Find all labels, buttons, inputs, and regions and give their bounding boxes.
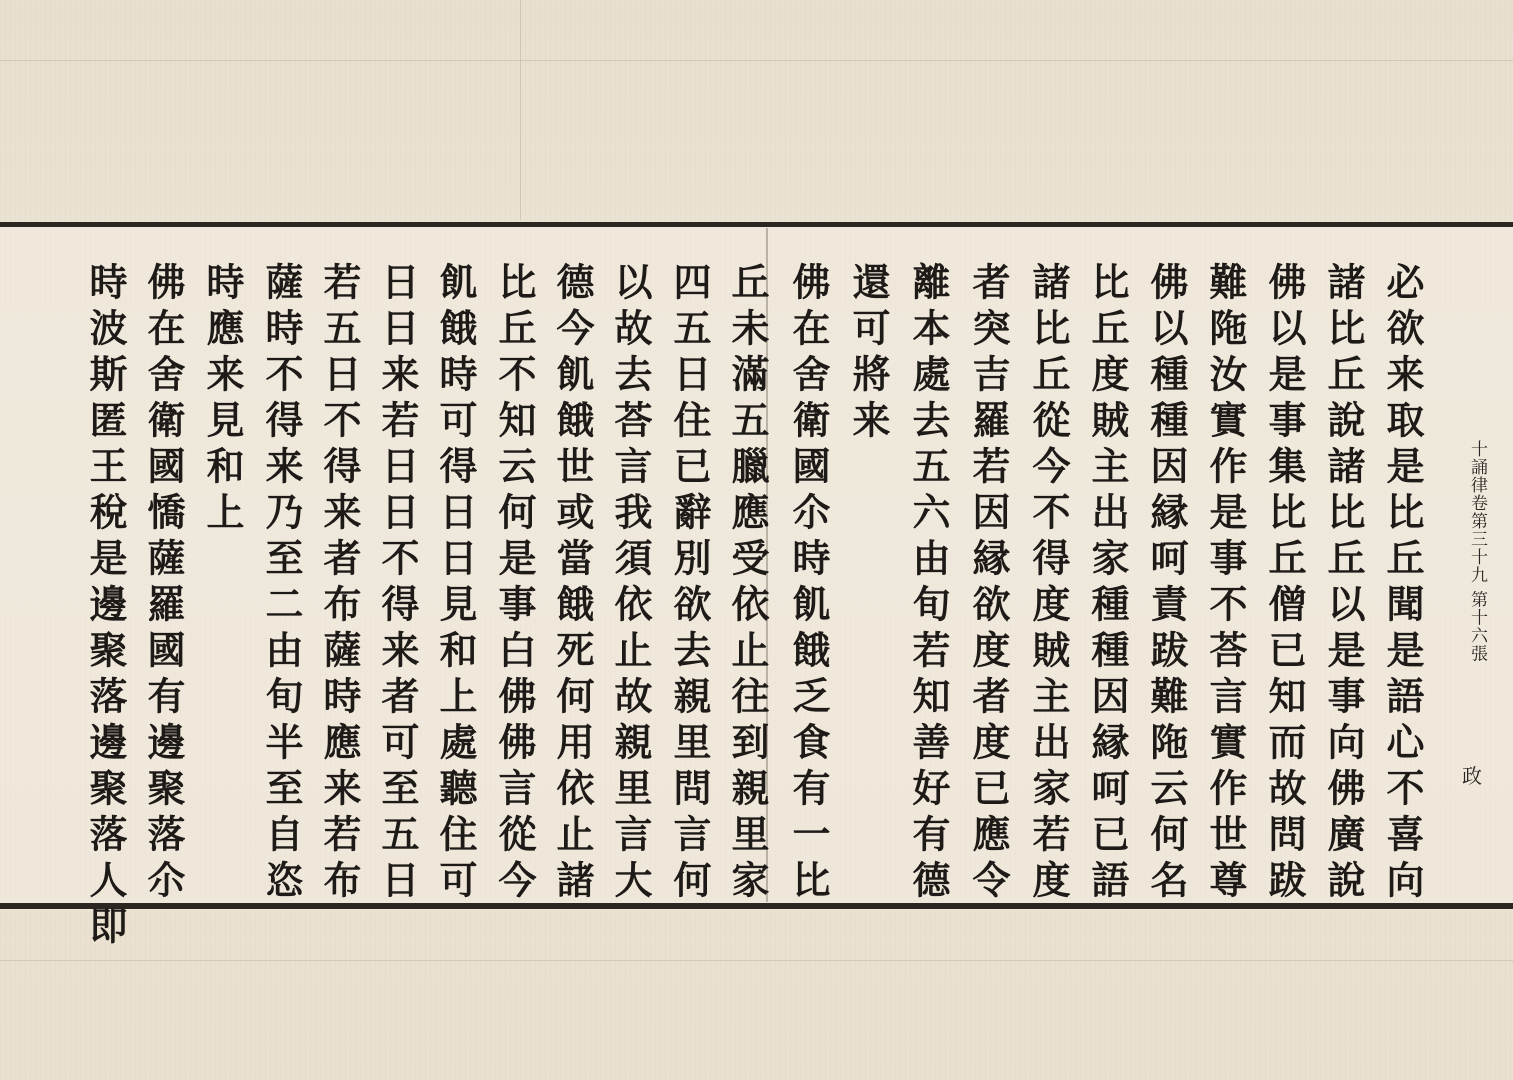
text-column: 若五日不得来者布薩時應来若布: [317, 262, 362, 906]
paper-seam: [520, 0, 521, 220]
text-column: 比丘不知云何是事白佛佛言從今: [492, 262, 537, 906]
text-column: 諸比丘從今不得度賊主出家若度: [1026, 262, 1071, 906]
text-column: 薩時不得来乃至二由旬半至自恣: [259, 262, 304, 906]
text-column: 以故去荅言我須依止故親里言大: [608, 262, 653, 906]
paper-seam: [0, 60, 1513, 61]
text-column: 日日来若日日不得来者可至五日: [375, 262, 420, 906]
text-column: 飢餓時可得日日見和上處聽住可: [433, 262, 478, 906]
text-column: 佛以種種因縁呵責跋難陁云何名: [1144, 262, 1189, 906]
text-column: 德今飢餓世或當餓死何用依止諸: [550, 262, 595, 906]
text-column: 必欲来取是比丘聞是語心不喜向: [1380, 262, 1425, 906]
paper-seam: [0, 960, 1513, 961]
text-column: 難陁汝實作是事不荅言實作世尊: [1203, 262, 1248, 906]
text-column: 四五日住已辭別欲去親里問言何: [667, 262, 712, 906]
margin-title: 十誦律卷第三十九 第十六張: [1467, 440, 1487, 663]
top-border-rule: [0, 222, 1513, 227]
margin-mark: 政: [1462, 764, 1482, 788]
text-column: 佛在舍衛國尒時飢餓乏食有一比: [786, 262, 831, 906]
text-column: 時波斯匿王稅是邊聚落邊聚落人即: [83, 262, 128, 952]
text-column: 佛以是事集比丘僧已知而故問跋: [1262, 262, 1307, 906]
text-column: 比丘度賊主出家種種因縁呵已語: [1085, 262, 1130, 906]
text-column: 丘未滿五臘應受依止往到親里家: [725, 262, 770, 906]
text-column: 還可將来: [846, 262, 891, 446]
text-column: 佛在舍衛國憍薩羅國有邊聚落尒: [141, 262, 186, 906]
text-column: 者突吉羅若因縁欲度者度已應令: [966, 262, 1011, 906]
text-column: 時應来見和上: [200, 262, 245, 538]
text-column: 離本處去五六由旬若知善好有德: [906, 262, 951, 906]
text-column: 諸比丘說諸比丘以是事向佛廣說: [1321, 262, 1366, 906]
